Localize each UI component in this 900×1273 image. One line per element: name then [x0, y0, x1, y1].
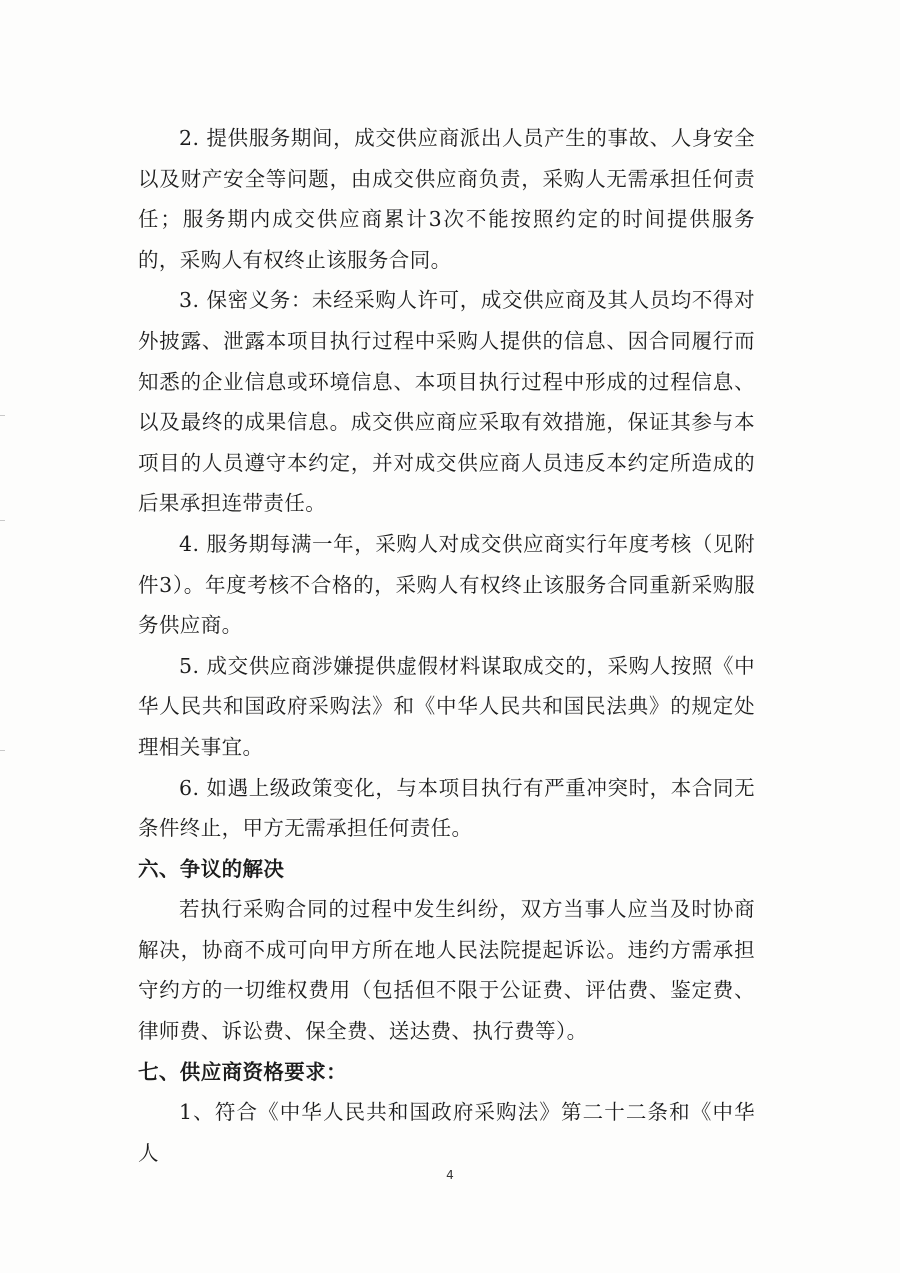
paragraph-clause-5: 5. 成交供应商涉嫌提供虚假材料谋取成交的，采购人按照《中华人民共和国政府采购法》和《中华人民共和国民法典》的规定处理相关事宜。 — [138, 653, 755, 759]
paragraph-clause-3: 3. 保密义务：未经采购人许可，成交供应商及其人员均不得对外披露、泄露本项目执行过程中采购人提供的信息、因合同履行而知悉的企业信息或环境信息、本项目执行过程中形成的过程信息、以及最终的成果信息。成交供应商应采取有效措施，保证其参与本项目的人员遵守本约定，并对成交供应商人员违反本约定所造成的后果承担连带责任。 — [138, 288, 755, 516]
paragraph-dispute-resolution: 若执行采购合同的过程中发生纠纷，双方当事人应当及时协商解决，协商不成可向甲方所在地人民法院提起诉讼。违约方需承担守约方的一切维权费用（包括但不限于公证费、评估费、鉴定费、律师费、诉讼费、保全费、送达费、执行费等）。 — [138, 897, 755, 1044]
scan-edge-mark — [0, 415, 5, 416]
document-body — [138, 118, 755, 1173]
paragraph-clause-6: 6. 如遇上级政策变化，与本项目执行有严重冲突时，本合同无条件终止，甲方无需承担任何责任。 — [138, 775, 755, 841]
section-heading-qualification: 七、供应商资格要求： — [138, 1059, 347, 1084]
scan-edge-mark — [0, 520, 5, 521]
section-heading-dispute: 六、争议的解决 — [138, 856, 285, 881]
paragraph-clause-4: 4. 服务期每满一年，采购人对成交供应商实行年度考核（见附件3）。年度考核不合格的，采购人有权终止该服务合同重新采购服务供应商。 — [138, 531, 755, 638]
page-number: 4 — [446, 1168, 454, 1182]
paragraph-qualification-1: 1、符合《中华人民共和国政府采购法》第二十二条和《中华人 — [138, 1100, 755, 1165]
paragraph-clause-2: 2. 提供服务期间，成交供应商派出人员产生的事故、人身安全以及财产安全等问题，由成交供应商负责，采购人无需承担任何责任；服务期内成交供应商累计3次不能按照约定的时间提供服务的，采购人有权终止该服务合同。 — [138, 126, 755, 272]
scan-edge-mark — [0, 750, 5, 751]
